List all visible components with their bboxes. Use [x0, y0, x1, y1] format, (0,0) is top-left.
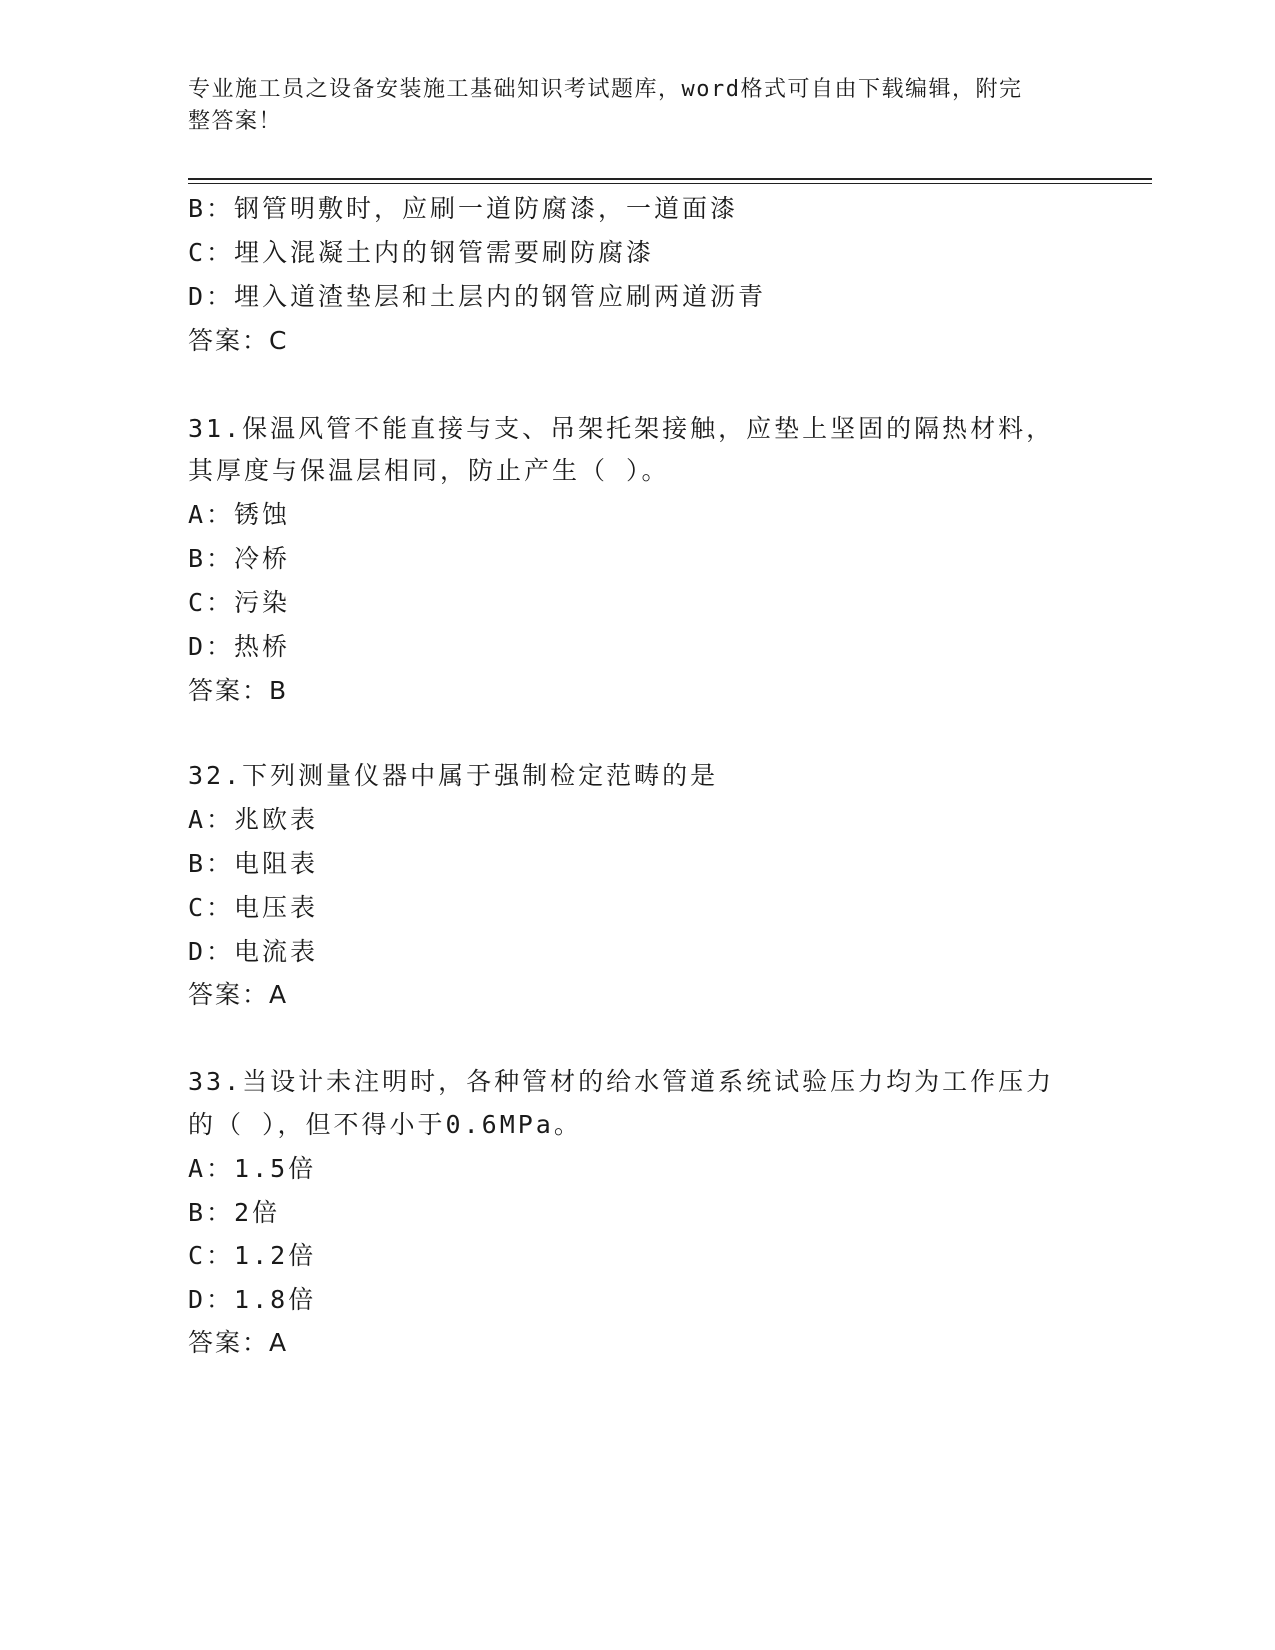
- q31-stem-line-1: 31.保温风管不能直接与支、吊架托架接触，应垫上坚固的隔热材料，: [188, 414, 1055, 443]
- q30-option-b: B：钢管明敷时，应刷一道防腐漆，一道面漆: [188, 194, 739, 223]
- q31-stem-line-2: 其厚度与保温层相同，防止产生（ ）。: [188, 456, 670, 485]
- q31-option-a: A：锈蚀: [188, 500, 291, 529]
- header-line-2: 整答案！: [188, 109, 283, 134]
- q32-stem-line-1: 32.下列测量仪器中属于强制检定范畴的是: [188, 761, 719, 790]
- q30-answer: 答案：C: [188, 326, 289, 355]
- q30-option-d: D：埋入道渣垫层和土层内的钢管应刷两道沥青: [188, 282, 767, 311]
- q33-option-a: A：1.5倍: [188, 1154, 317, 1183]
- q33-option-d: D：1.8倍: [188, 1285, 317, 1314]
- q30-option-c: C：埋入混凝土内的钢管需要刷防腐漆: [188, 238, 655, 267]
- q31-option-d: D：热桥: [188, 632, 291, 661]
- q33-option-c: C：1.2倍: [188, 1241, 317, 1270]
- document-header: [188, 74, 1078, 138]
- q31-option-c: C：污染: [188, 588, 291, 617]
- header-rule-thin: [188, 183, 1152, 184]
- q32-option-c: C：电压表: [188, 893, 319, 922]
- q32-option-a: A：兆欧表: [188, 805, 319, 834]
- q31-option-b: B：冷桥: [188, 544, 291, 573]
- q33-stem-line-1: 33.当设计未注明时，各种管材的给水管道系统试验压力均为工作压力: [188, 1067, 1055, 1096]
- q33-stem-line-2: 的（ ），但不得小于0.6MPa。: [188, 1110, 582, 1139]
- q31-answer: 答案：B: [188, 676, 289, 705]
- header-rule-thick: [188, 178, 1152, 180]
- q32-answer: 答案：A: [188, 980, 289, 1009]
- q32-option-d: D：电流表: [188, 937, 319, 966]
- q33-option-b: B：2倍: [188, 1198, 281, 1227]
- q32-option-b: B：电阻表: [188, 849, 319, 878]
- q33-answer: 答案：A: [188, 1328, 289, 1357]
- header-line-1: 专业施工员之设备安装施工基础知识考试题库，word格式可自由下载编辑，附完: [188, 77, 1023, 102]
